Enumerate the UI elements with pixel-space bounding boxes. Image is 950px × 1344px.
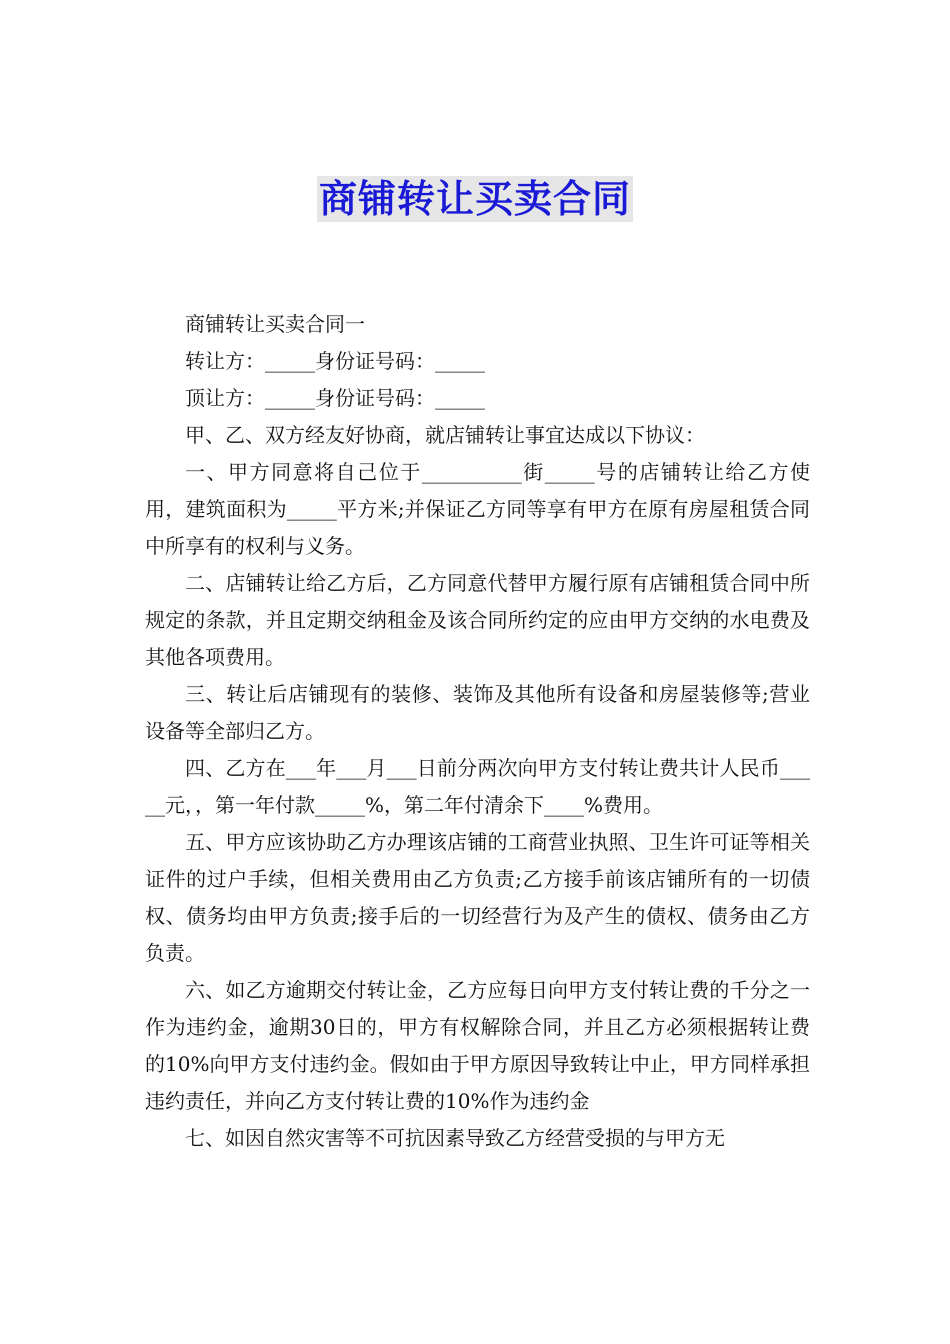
- paragraph-clause-7: 七、如因自然灾害等不可抗因素导致乙方经营受损的与甲方无: [185, 1126, 725, 1150]
- paragraph-clause-1: 一、甲方同意将自己位于__________街_____号的店铺转让给乙方使用，建筑面积为_____平方米;并保证乙方同等享有甲方在原有房屋租赁合同中所享有的权利与义务。: [145, 460, 810, 558]
- paragraph-clause-4: 四、乙方在___年___月___日前分两次向甲方支付转让费共计人民币_____元，，第一年付款_____%，第二年付清余下____%费用。: [145, 756, 810, 817]
- paragraph-transferee: 顶让方：_____身份证号码：_____: [185, 386, 485, 410]
- paragraph-clause-6: 六、如乙方逾期交付转让金，乙方应每日向甲方支付转让费的千分之一作为违约金，逾期30日的，甲方有权解除合同，并且乙方必须根据转让费的10%向甲方支付违约金。假如由于甲方原因导致转让中止，甲方同样承担违约责任，并向乙方支付转让费的10%作为违约金: [145, 978, 810, 1113]
- paragraph-clause-5: 五、甲方应该协助乙方办理该店铺的工商营业执照、卫生许可证等相关证件的过户手续，但相关费用由乙方负责;乙方接手前该店铺所有的一切债权、债务均由甲方负责;接手后的一切经营行为及产生的债权、债务由乙方负责。: [145, 830, 810, 965]
- paragraph-clause-2: 二、店铺转让给乙方后，乙方同意代替甲方履行原有店铺租赁合同中所规定的条款，并且定期交纳租金及该合同所约定的应由甲方交纳的水电费及其他各项费用。: [145, 571, 810, 669]
- document-body: [145, 306, 810, 1157]
- paragraph-clause-3: 三、转让后店铺现有的装修、装饰及其他所有设备和房屋装修等;营业设备等全部归乙方。: [145, 682, 810, 743]
- paragraph-transferor: 转让方：_____身份证号码：_____: [185, 349, 485, 373]
- paragraph-intro: 甲、乙、双方经友好协商，就店铺转让事宜达成以下协议：: [185, 423, 705, 447]
- title-container: [0, 176, 950, 222]
- paragraph-heading: 商铺转让买卖合同一: [185, 312, 365, 336]
- document-title: 商铺转让买卖合同: [318, 177, 631, 221]
